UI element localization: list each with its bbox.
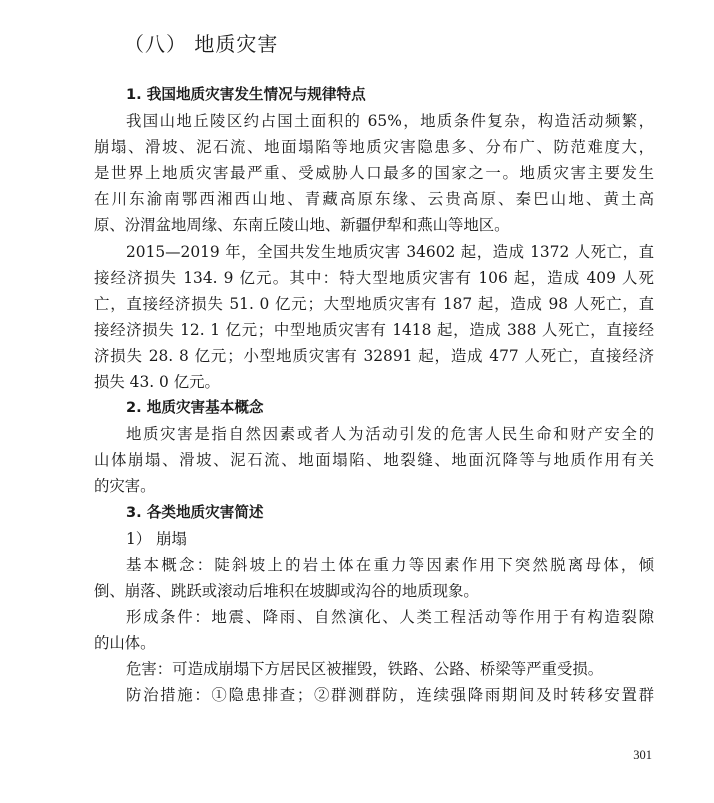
text-line: 我国山地丘陵区约占国土面积的 65%，地质条件复杂，构造活动频繁， <box>126 112 654 131</box>
item-title: 1） 崩塌 <box>126 529 187 548</box>
text-line: 亡，直接经济损失 51. 0 亿元；大型地质灾害有 187 起，造成 98 人死亡，直 <box>94 294 654 313</box>
subsection-heading: 3. 各类地质灾害简述 <box>126 503 264 521</box>
text-line: 接经济损失 134. 9 亿元。其中：特大型地质灾害有 106 起，造成 409 人死 <box>94 268 654 287</box>
text-line: 崩塌、滑坡、泥石流、地面塌陷等地质灾害隐患多、分布广、防范难度大， <box>94 138 654 157</box>
text-line: 危害：可造成崩塌下方居民区被摧毁，铁路、公路、桥梁等严重受损。 <box>126 660 604 679</box>
text-line: 2015—2019 年，全国共发生地质灾害 34602 起，造成 1372 人死亡，直 <box>126 242 654 261</box>
text-line: 济损失 28. 8 亿元；小型地质灾害有 32891 起，造成 477 人死亡，直接经济 <box>94 346 654 365</box>
text-line: 在川东渝南鄂西湘西山地、青藏高原东缘、云贵高原、秦巴山地、黄土高 <box>94 190 654 209</box>
text-line: 的山体。 <box>94 633 156 652</box>
text-line: 山体崩塌、滑坡、泥石流、地面塌陷、地裂缝、地面沉降等与地质作用有关 <box>94 451 654 470</box>
text-line: 基本概念：陡斜坡上的岩土体在重力等因素作用下突然脱离母体，倾 <box>126 555 654 574</box>
text-line: 原、汾渭盆地周缘、东南丘陵山地、新疆伊犁和燕山等地区。 <box>94 216 510 235</box>
text-line: 地质灾害是指自然因素或者人为活动引发的危害人民生命和财产安全的 <box>126 425 654 444</box>
subsection-heading: 2. 地质灾害基本概念 <box>126 399 264 417</box>
text-line: 接经济损失 12. 1 亿元；中型地质灾害有 1418 起，造成 388 人死亡，直接经 <box>94 320 654 339</box>
text-line: 损失 43. 0 亿元。 <box>94 373 220 392</box>
text-line: 形成条件：地震、降雨、自然演化、人类工程活动等作用于有构造裂隙 <box>126 607 654 626</box>
section-title: （八） 地质灾害 <box>124 32 279 56</box>
text-line: 防治措施：①隐患排查；②群测群防，连续强降雨期间及时转移安置群 <box>126 686 654 705</box>
subsection-heading: 1. 我国地质灾害发生情况与规律特点 <box>126 86 366 103</box>
text-line: 的灾害。 <box>94 477 156 496</box>
text-line: 是世界上地质灾害最严重、受威胁人口最多的国家之一。地质灾害主要发生 <box>94 164 654 183</box>
page-number: 301 <box>633 748 652 762</box>
body-text <box>94 82 654 708</box>
text-line: 倒、崩落、跳跃或滚动后堆积在坡脚或沟谷的地质现象。 <box>94 581 479 600</box>
